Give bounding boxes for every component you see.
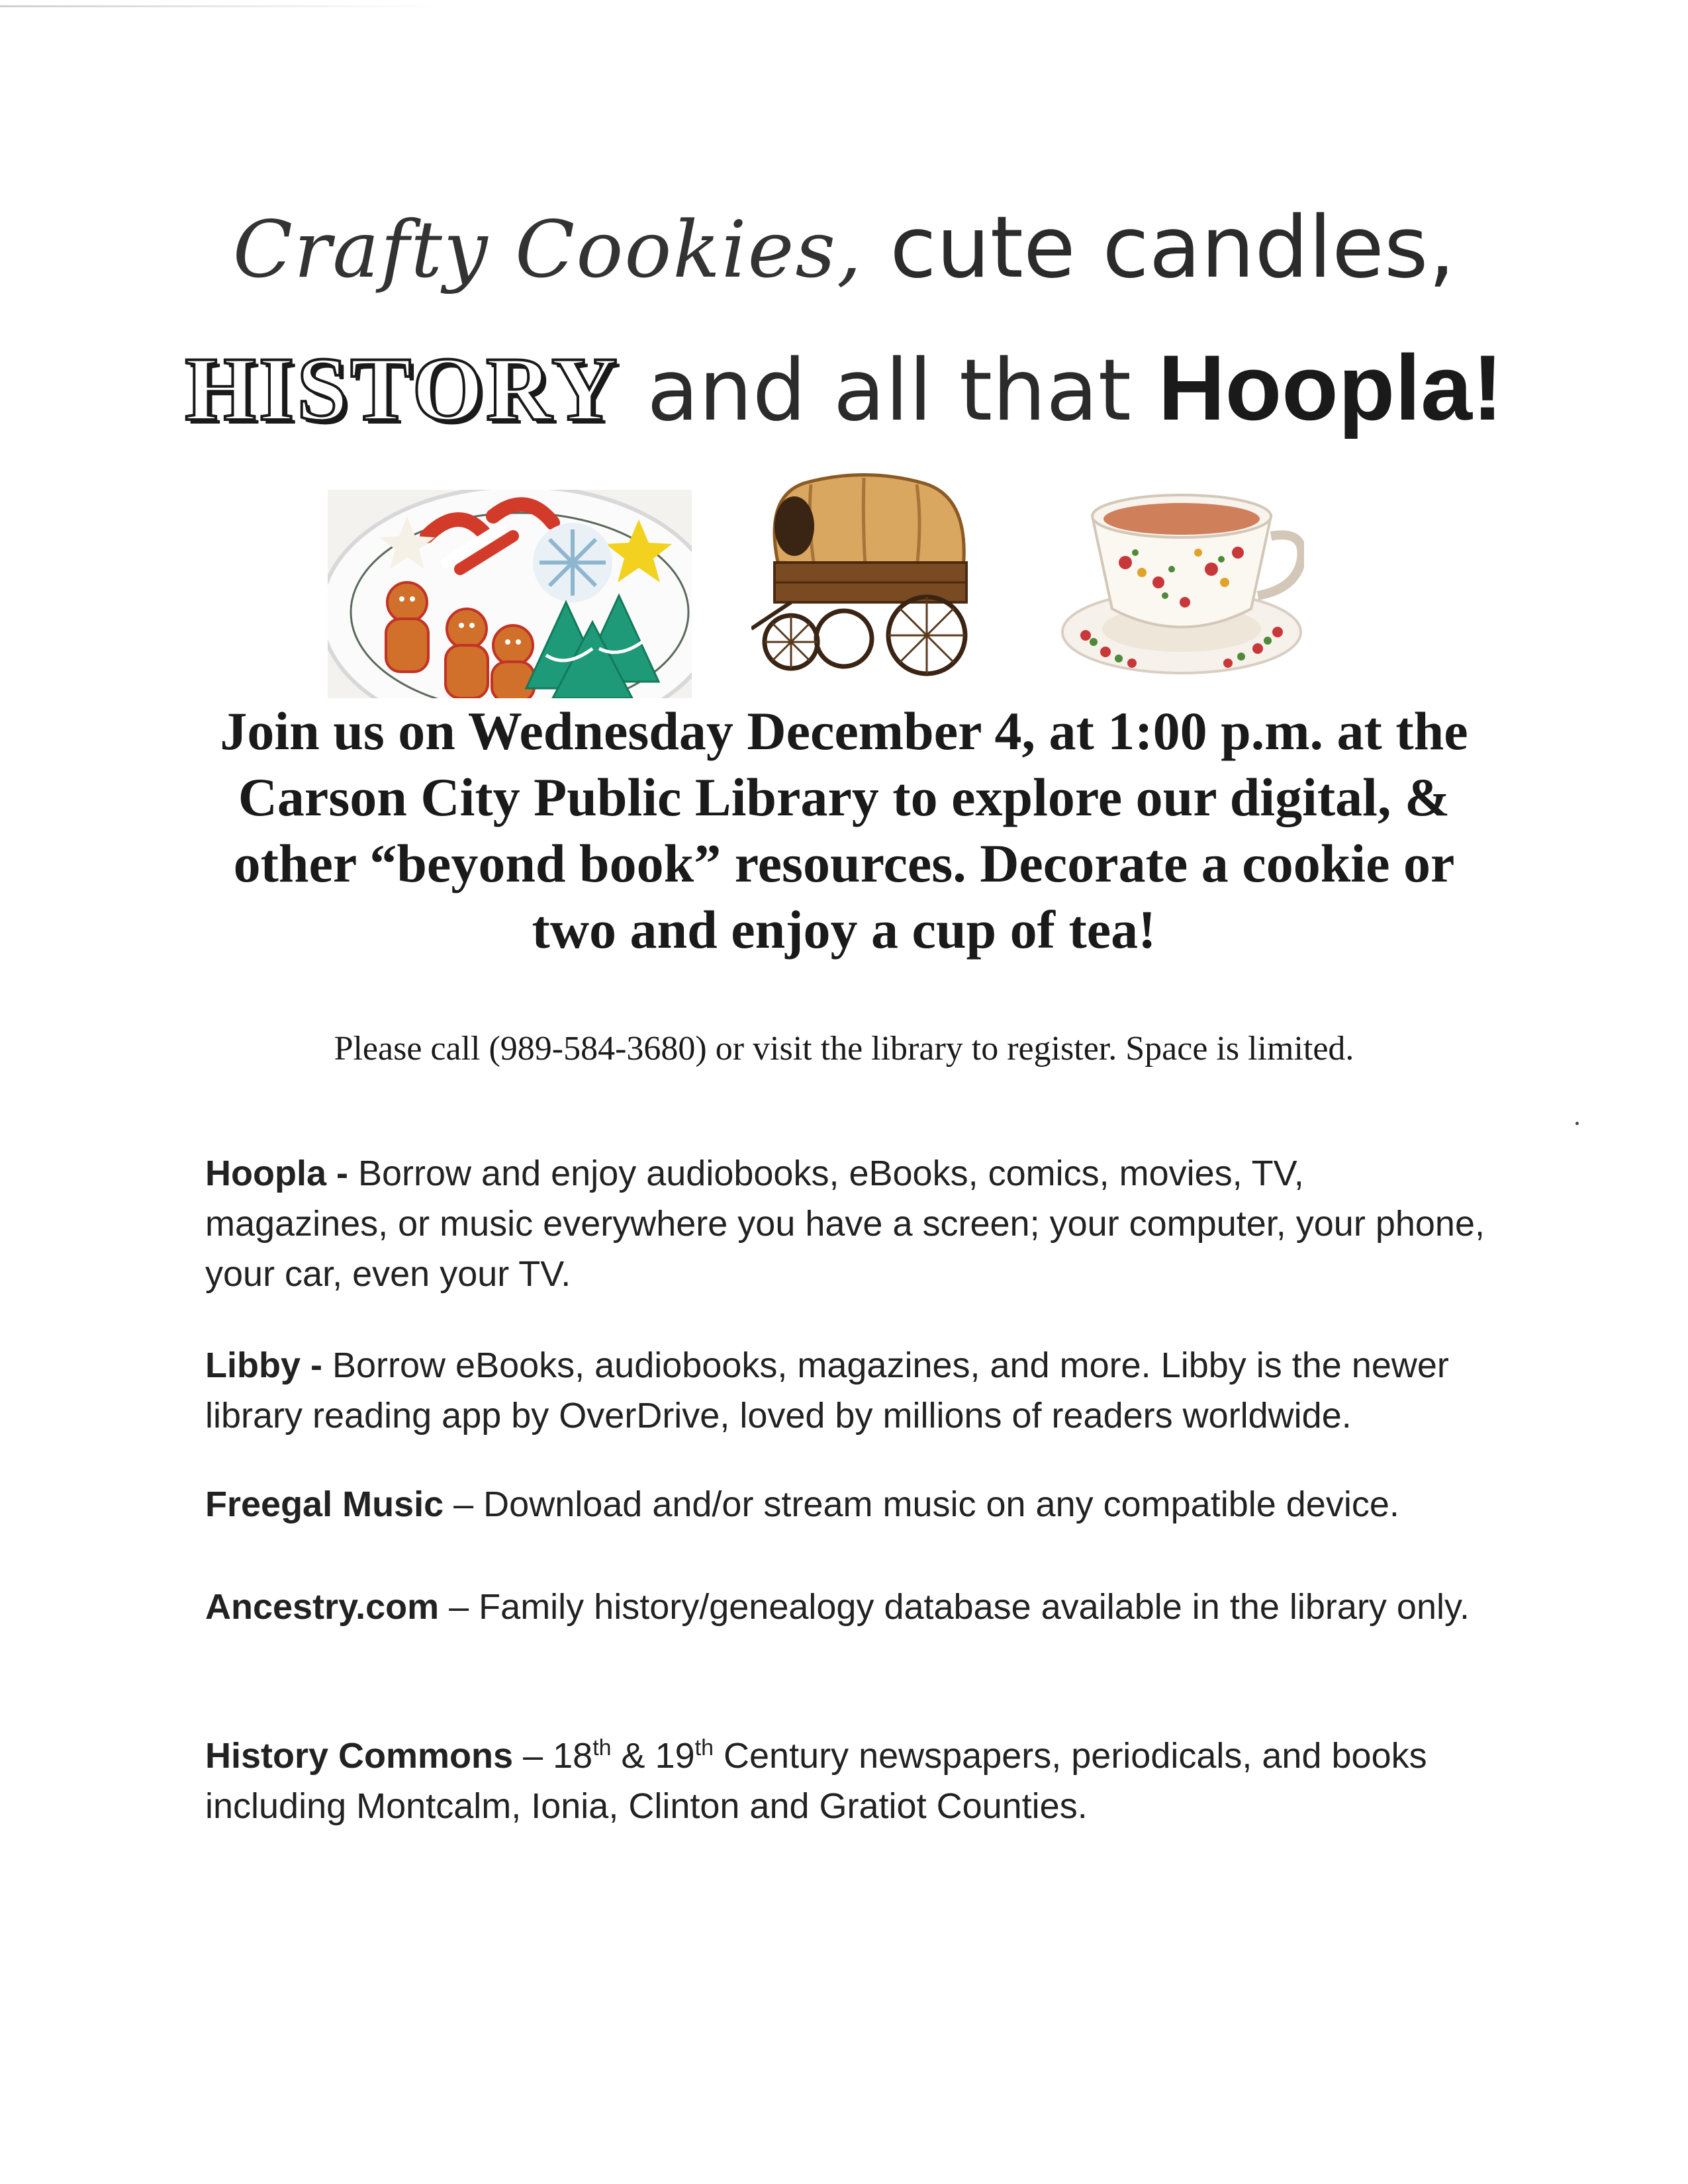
- scan-speck: [1575, 1122, 1579, 1125]
- ordinal-suffix: th: [694, 1735, 714, 1760]
- resource-description: – Family history/genealogy database available in the library only.: [439, 1587, 1470, 1627]
- resource-name: Freegal Music: [205, 1484, 444, 1524]
- covered-wagon-image: [751, 470, 976, 685]
- cookies-image: [328, 490, 692, 698]
- resource-name: Hoopla -: [205, 1154, 348, 1193]
- resource-description: – Download and/or stream music on any compatible device.: [444, 1484, 1399, 1524]
- resource-libby: [205, 1340, 1489, 1441]
- headline-hoopla: Hoopla!: [1158, 336, 1503, 439]
- resource-name: Ancestry.com: [205, 1587, 440, 1627]
- resource-hoopla: [205, 1148, 1489, 1299]
- resource-name: History Commons: [205, 1736, 514, 1776]
- event-invitation: Join us on Wednesday December 4, at 1:00 p.m. at the Carson City Public Library to explore our digital, & other “beyond book” resources. Decorate a cookie or two and enjoy a cup of tea!: [220, 701, 1468, 960]
- headline-history: HISTORY: [185, 338, 620, 439]
- resource-description-part: – 18: [513, 1736, 593, 1776]
- resource-freegal-music: [205, 1479, 1489, 1529]
- ordinal-suffix: th: [592, 1735, 612, 1760]
- headline-line-1: [0, 199, 1688, 297]
- registration-note: Please call (989-584-3680) or visit the library to register. Space is limited.: [334, 1030, 1354, 1068]
- headline-cute-candles: cute candles,: [863, 199, 1456, 297]
- resource-name: Libby -: [205, 1345, 322, 1385]
- resource-description: Borrow and enjoy audiobooks, eBooks, comics, movies, TV, magazines, or music everywhere you have a screen; your computer, your phone, your car, even your TV.: [205, 1154, 1485, 1294]
- resource-ancestry: [205, 1582, 1489, 1632]
- resource-description-part: & 19: [611, 1736, 695, 1776]
- headline-crafty-cookies: Crafty Cookies,: [232, 204, 863, 295]
- headline-and-all-that: and all that: [620, 341, 1158, 440]
- resource-description-part: Century newspapers, periodicals, and books including Montcalm, Ionia, Clinton and Gratiot Counties.: [205, 1736, 1427, 1826]
- teacup-image: [1059, 490, 1304, 678]
- scan-edge-line: [0, 5, 437, 7]
- headline-line-2: [0, 334, 1688, 441]
- resource-history-commons: [205, 1731, 1489, 1831]
- resource-description: Borrow eBooks, audiobooks, magazines, and more. Libby is the newer library reading app by OverDrive, loved by millions of readers worldwide.: [205, 1345, 1449, 1435]
